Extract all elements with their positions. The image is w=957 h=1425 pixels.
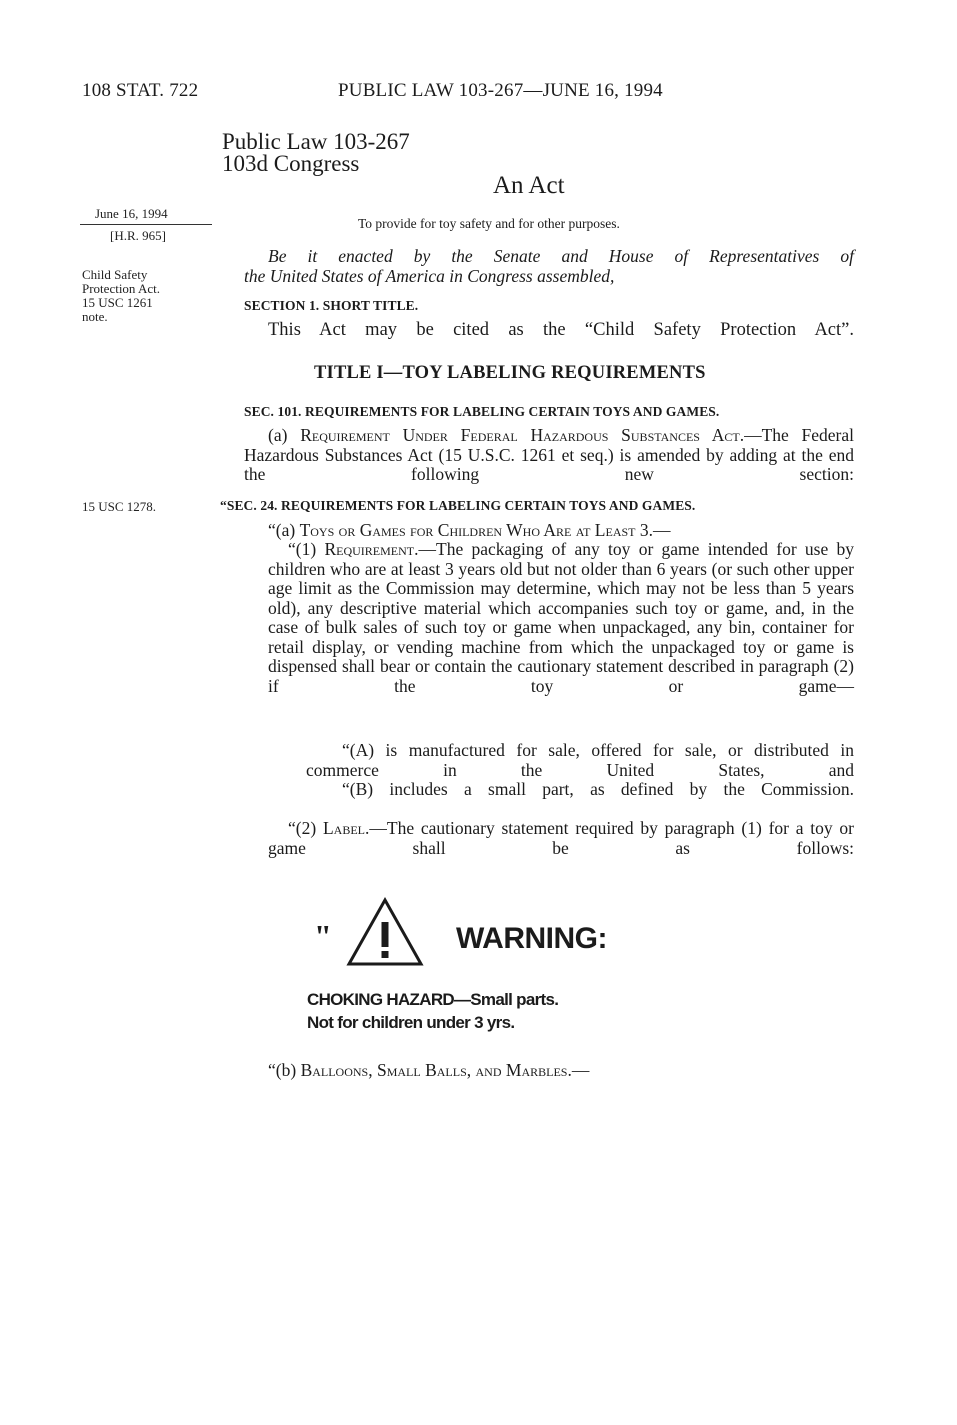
warning-word: WARNING: (456, 922, 607, 955)
act-heading: An Act (493, 172, 565, 199)
sidenote-note: note. (82, 309, 108, 324)
sec-101-a-text: .—The Federal Hazardous Substances Act (15 U.S.C. 1261 et seq.) is amended by adding at the end the following new section: (244, 425, 855, 484)
warning-line-2: Not for children under 3 yrs. (307, 1013, 515, 1032)
section-1-text: This Act may be cited as the “Child Safety Protection Act”. (268, 320, 854, 340)
sec-24-b (268, 1060, 589, 1081)
sec-24-a-label: “(a) (268, 520, 296, 540)
sec-24-sub-a: “(A) is manufactured for sale, offered for sale, or distributed in commerce in the United States, and (306, 740, 854, 780)
law-number: Public Law 103-267 (222, 129, 410, 154)
sidenote-rule (80, 224, 212, 225)
section-1-heading: SECTION 1. SHORT TITLE. (244, 298, 419, 313)
law-date-header: PUBLIC LAW 103-267—JUNE 16, 1994 (338, 80, 663, 101)
sec-24-p2-label: “(2) (288, 818, 317, 838)
warning-open-quote: " (314, 918, 332, 954)
enacting-line-1: Be it enacted by the Senate and House of Representatives of (268, 246, 854, 266)
sec-24-b-dash: .— (567, 1060, 590, 1080)
page-ref: 108 STAT. 722 (82, 80, 199, 101)
sec-24-p1-label: “(1) (288, 539, 317, 559)
sec-24-a-dash: .— (648, 520, 671, 540)
sec-101-a-label: (a) (268, 425, 288, 445)
title-1-heading: TITLE I—TOY LABELING REQUIREMENTS (314, 363, 706, 383)
sec-24-p1-text: .—The packaging of any toy or game intended for use by children who are at least 3 years old but not older than 6 years (or such other upper age limit as the Commission may determine, which may not be less than 5 years old), any descriptive material which accompanies such toy or game, and, in the case of bulk sales of such toy or game when unpackaged, any bin, container for retail display, or vending machine from which the unpackaged toy or game is dispensed shall bear or contain the cautionary statement described in paragraph (2) if the toy or game— (268, 539, 855, 696)
sec-24-p2 (268, 819, 854, 858)
enacting-line-2: the United States of America in Congress assembled, (244, 266, 615, 286)
sec-101-heading: SEC. 101. REQUIREMENTS FOR LABELING CERTAIN TOYS AND GAMES. (244, 404, 720, 419)
sec-24-p1-caption: Requirement (324, 539, 415, 559)
sidenote-short-title-1: Child Safety (82, 267, 148, 282)
warning-line-1: CHOKING HAZARD—Small parts. (307, 990, 559, 1009)
sec-24-a (268, 520, 671, 541)
sec-24-b-caption: Balloons, Small Balls, and Marbles (300, 1060, 568, 1080)
sidenote-usc: 15 USC 1261 (82, 295, 153, 310)
sidenote-bill: [H.R. 965] (110, 228, 166, 243)
act-purpose: To provide for toy safety and for other purposes. (358, 216, 620, 231)
sec-24-p1 (268, 540, 854, 696)
sec-101-a (244, 426, 854, 485)
sec-24-sub-b: “(B) includes a small part, as defined by the Commission. (342, 779, 854, 799)
sec-24-b-label: “(b) (268, 1060, 297, 1080)
sidenote-usc-1278: 15 USC 1278. (82, 499, 157, 514)
sec-101-a-caption: Requirement Under Federal Hazardous Substances Act (300, 425, 740, 445)
sidenote-short-title-2: Protection Act. (82, 281, 160, 296)
sec-24-heading: “SEC. 24. REQUIREMENTS FOR LABELING CERTAIN TOYS AND GAMES. (220, 498, 696, 513)
sec-24-p2-text: .—The cautionary statement required by paragraph (1) for a toy or game shall be as follows: (268, 818, 855, 858)
warning-triangle-icon (345, 896, 425, 968)
congress-number: 103d Congress (222, 151, 360, 176)
sec-24-a-caption: Toys or Games for Children Who Are at Least 3 (299, 520, 649, 540)
sec-24-p2-caption: Label (322, 818, 365, 838)
sidenote-date: June 16, 1994 (95, 206, 168, 221)
